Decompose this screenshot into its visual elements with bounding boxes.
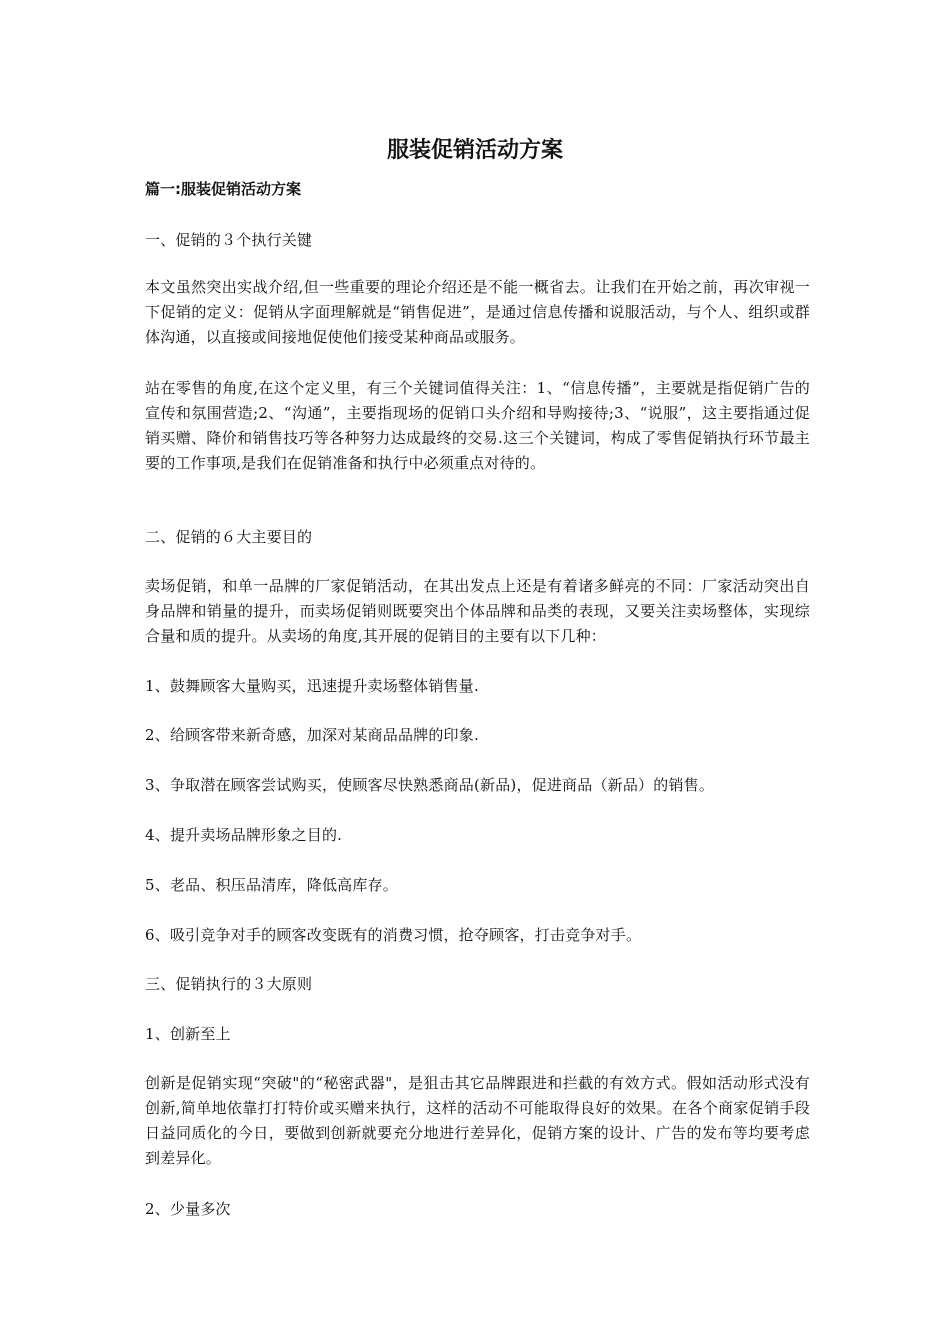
- section-heading-3: 三、促销执行的３大原则: [145, 975, 313, 993]
- document-subtitle: 篇一:服装促销活动方案: [145, 180, 301, 198]
- list-item-goal-3: 3、争取潜在顾客尝试购买，使顾客尽快熟悉商品(新品)，促进商品（新品）的销售。: [145, 776, 715, 794]
- section-heading-2: 二、促销的６大主要目的: [145, 528, 313, 546]
- paragraph-innovation: 创新是促销实现“突破"的“秘密武器"，是狙击其它品牌跟进和拦截的有效方式。假如活动形式没有创新,简单地依靠打打特价或买赠来执行，这样的活动不可能取得良好的效果。在各个商家促销手段日益同质化的今日，要做到创新就要充分地进行差异化，促销方案的设计、广告的发布等均要考虑到差异化。: [145, 1074, 810, 1167]
- list-item-goal-5: 5、老品、积压品清库，降低高库存。: [145, 876, 398, 894]
- principle-heading-2: 2、少量多次: [145, 1200, 231, 1218]
- principle-heading-1: 1、创新至上: [145, 1025, 231, 1043]
- list-item-goal-4: 4、提升卖场品牌形象之目的.: [145, 826, 343, 844]
- paragraph-promotion-definition: 本文虽然突出实战介绍,但一些重要的理论介绍还是不能一概省去。让我们在开始之前，再次审视一下促销的定义：促销从字面理解就是“销售促进”，是通过信息传播和说服活动，与个人、组织或群体沟通，以直接或间接地促使他们接受某种商品或服务。: [145, 278, 810, 346]
- section-heading-1: 一、促销的３个执行关键: [145, 231, 313, 249]
- list-item-goal-2: 2、给顾客带来新奇感，加深对某商品品牌的印象.: [145, 726, 479, 744]
- paragraph-retail-keywords: 站在零售的角度,在这个定义里，有三个关键词值得关注：1、“信息传播”，主要就是指促销广告的宣传和氛围营造;2、“沟通”，主要指现场的促销口头介绍和导购接待;3、“说服”，这主要指通过促销买赠、降价和销售技巧等各种努力达成最终的交易.这三个关键词，构成了零售促销执行环节最主要的工作事项,是我们在促销准备和执行中必须重点对待的。: [145, 379, 810, 472]
- document-title: 服装促销活动方案: [386, 138, 563, 163]
- paragraph-store-promotion: 卖场促销，和单一品牌的厂家促销活动，在其出发点上还是有着诸多鲜亮的不同：厂家活动突出自身品牌和销量的提升，而卖场促销则既要突出个体品牌和品类的表现，又要关注卖场整体，实现综合量和质的提升。从卖场的角度,其开展的促销目的主要有以下几种：: [145, 577, 810, 645]
- list-item-goal-1: 1、鼓舞顾客大量购买，迅速提升卖场整体销售量.: [145, 677, 479, 695]
- list-item-goal-6: 6、吸引竞争对手的顾客改变既有的消费习惯，抢夺顾客，打击竞争对手。: [145, 926, 642, 944]
